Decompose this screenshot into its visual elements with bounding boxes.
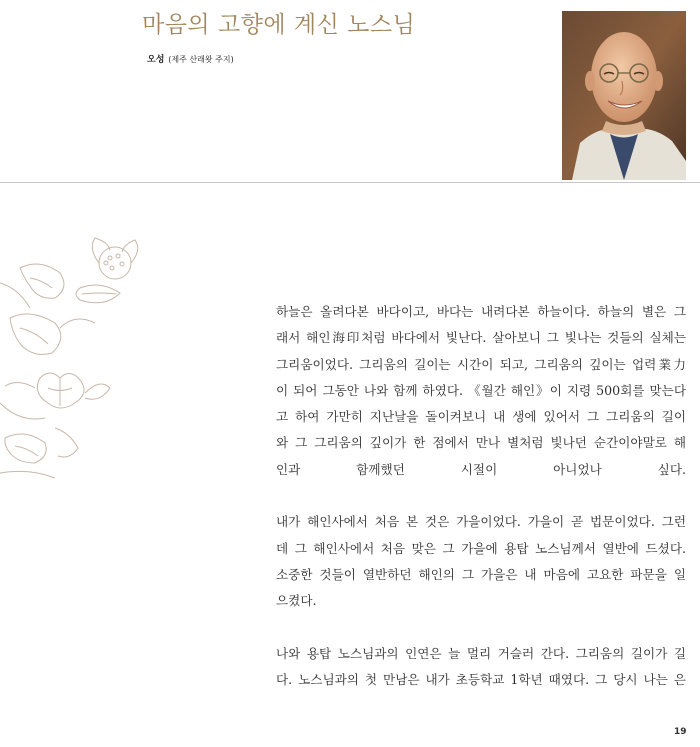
text-line: 래서 해인海印처럼 바다에서 빛난다. 살아보니 그 빛나는 것들의 실체는 bbox=[276, 330, 686, 346]
page-title: 마음의 고향에 계신 노스님 bbox=[142, 12, 416, 38]
header-divider bbox=[0, 182, 700, 183]
text-line: 고 하여 가만히 지난날을 돌이켜보니 내 생에 있어서 그 그리움의 길이 bbox=[276, 409, 686, 425]
text-line: 소중한 것들이 열반하던 해인의 그 가을은 내 마음에 고요한 파문을 일 bbox=[276, 566, 686, 582]
author-byline bbox=[147, 52, 234, 65]
portrait-photo bbox=[562, 11, 686, 180]
text-line: 데 그 해인사에서 처음 맞은 그 가을에 용탑 노스님께서 열반에 드셨다. bbox=[276, 540, 686, 556]
text-line: 다. 노스님과의 첫 만남은 내가 초등학교 1학년 때였다. 그 당시 나는 은 bbox=[276, 672, 686, 688]
paragraph bbox=[276, 299, 686, 483]
author-name: 오성 bbox=[147, 55, 165, 65]
article-body bbox=[276, 299, 686, 720]
text-line: 와 그 그리움의 깊이가 한 점에서 만나 별처럼 빛나던 순간이야말로 해 bbox=[276, 435, 686, 451]
floral-ornament-icon bbox=[0, 228, 150, 488]
paragraph bbox=[276, 641, 686, 694]
text-line: 이 되어 그동안 나와 함께 하였다. 《월간 해인》이 지령 500회를 맞는다 bbox=[276, 382, 686, 398]
text-line: 으켰다. bbox=[276, 593, 317, 609]
text-line: 인과 함께했던 시절이 아니었나 싶다. bbox=[276, 461, 686, 477]
text-line: 나와 용탑 노스님과의 인연은 늘 멀리 거슬러 간다. 그리움의 길이가 길 bbox=[276, 645, 686, 661]
text-line: 그리움이었다. 그리움의 길이는 시간이 되고, 그리움의 깊이는 업력業力 bbox=[276, 356, 686, 372]
author-role: (제주 산래왓 주지) bbox=[168, 55, 234, 64]
text-line: 하늘은 올려다본 바다이고, 바다는 내려다본 하늘이다. 하늘의 별은 그 bbox=[276, 304, 686, 319]
page-number: 19 bbox=[674, 727, 687, 737]
paragraph bbox=[276, 509, 686, 614]
text-line: 내가 해인사에서 처음 본 것은 가을이었다. 가을이 곧 법문이었다. 그런 bbox=[276, 514, 686, 530]
